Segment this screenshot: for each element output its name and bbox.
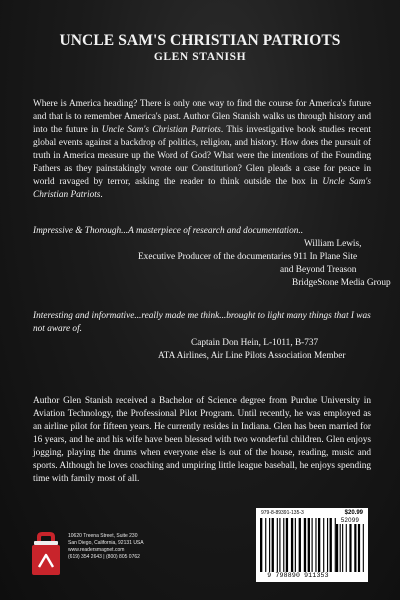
price-code: 52099 [340,518,360,524]
barcode-bar [272,518,274,572]
barcode-bar [265,518,266,572]
barcode-bar [308,518,310,572]
publisher-address [68,533,228,561]
barcode-bar [286,518,288,572]
publisher-logo-icon [30,531,62,577]
book-blurb: Where is America heading? There is only one way to find the course for America's future and that is to remember America's past. Author Glen Stanish walks us through history and into the future in Uncle Sam's Christian Patriots. This investigative book studies recent global events against a backdrop of politics, religion, and history. How does the pursuit of truth in America measure up the Word of God? What were the intentions of the Founding Fathers as they painstakingly wrote our Constitution? Glen pleads a case for peace in world ravaged by terror, asking the reader to think outside the box in Uncle Sam's Christian Patriots. [33,99,372,200]
publisher-website: www.readersmagnet.com [68,547,125,553]
price: $20.99 [344,510,363,516]
barcode-bar [260,518,262,572]
addon-barcode [336,524,364,572]
barcode-bar [295,518,296,572]
barcode-bar [299,518,301,572]
barcode-bar [349,524,351,572]
barcode-bar [342,524,343,572]
ean-barcode [260,518,336,572]
barcode-bar [304,518,306,572]
book-title-reference: Uncle Sam's Christian Patriots [33,177,371,200]
endorsement-attribution-2 [158,337,388,363]
barcode-bar [330,518,332,572]
barcode-bar [318,518,320,572]
book-title-reference: Uncle Sam's Christian Patriots [101,125,221,135]
endorsement-quote-2: Interesting and informative...really made me think...brought to light many things that I was not aware of. [33,311,371,334]
barcode-bar [354,524,356,572]
barcode-bar [323,518,324,572]
address-line: San Diego, California, 92131 USA [68,540,144,546]
barcode-bar [336,524,338,572]
barcode-bar [279,518,280,572]
endorser-name: Captain Don Hein, L-1011, B-737 [191,338,319,348]
barcode-bar [340,524,341,572]
endorser-affiliation: ATA Airlines, Air Line Pilots Association Member [158,351,346,361]
author-name: GLEN STANISH [153,51,247,63]
barcode-bar [315,518,316,572]
barcode-bar [283,518,284,572]
barcode-bar [291,518,293,572]
barcode-bar [269,518,270,572]
barcode-bar [363,524,364,572]
barcode-bar [346,524,347,572]
author-bio: Author Glen Stanish received a Bachelor of Science degree from Purdue University in Aviation Technology, the Professional Pilot Program. Until recently, he was employed as an airline pilot for fifteen years. He currently resides in Indiana. Glen has been married for 16 years, and he and his wife have been blessed with two wonderful children. Glen enjoys jogging, playing the drums when everyone else is out of the house, reading, music and sports. Although he loves coaching and umpiring little league baseball, he enjoys spending time with family most of all. [33,396,371,484]
barcode-panel [256,508,368,582]
publisher-phone: (619) 354 2643 | (800) 805 0762 [68,554,140,560]
barcode-bar [327,518,328,572]
endorser-name: William Lewis, [304,239,362,249]
endorser-title: Executive Producer of the documentaries 911 In Plane Site [138,252,358,262]
publisher-block [30,531,230,581]
address-line: 10620 Treena Street, Suite 230 [68,533,138,539]
barcode-bar [277,518,278,572]
endorser-company: BridgeStone Media Group [292,278,391,288]
isbn-number: 979-8-89391-135-3 [261,510,304,516]
barcode-bar [312,518,313,572]
endorsement-quote-1: Impressive & Thorough...A masterpiece of research and documentation.. [33,226,304,236]
endorsement-attribution-1 [138,238,398,290]
ean-digits: 9 798890 911353 [267,572,329,579]
endorser-title: and Beyond Treason [280,265,357,275]
barcode-bar [358,524,360,572]
book-title: UNCLE SAM'S CHRISTIAN PATRIOTS [59,32,341,49]
